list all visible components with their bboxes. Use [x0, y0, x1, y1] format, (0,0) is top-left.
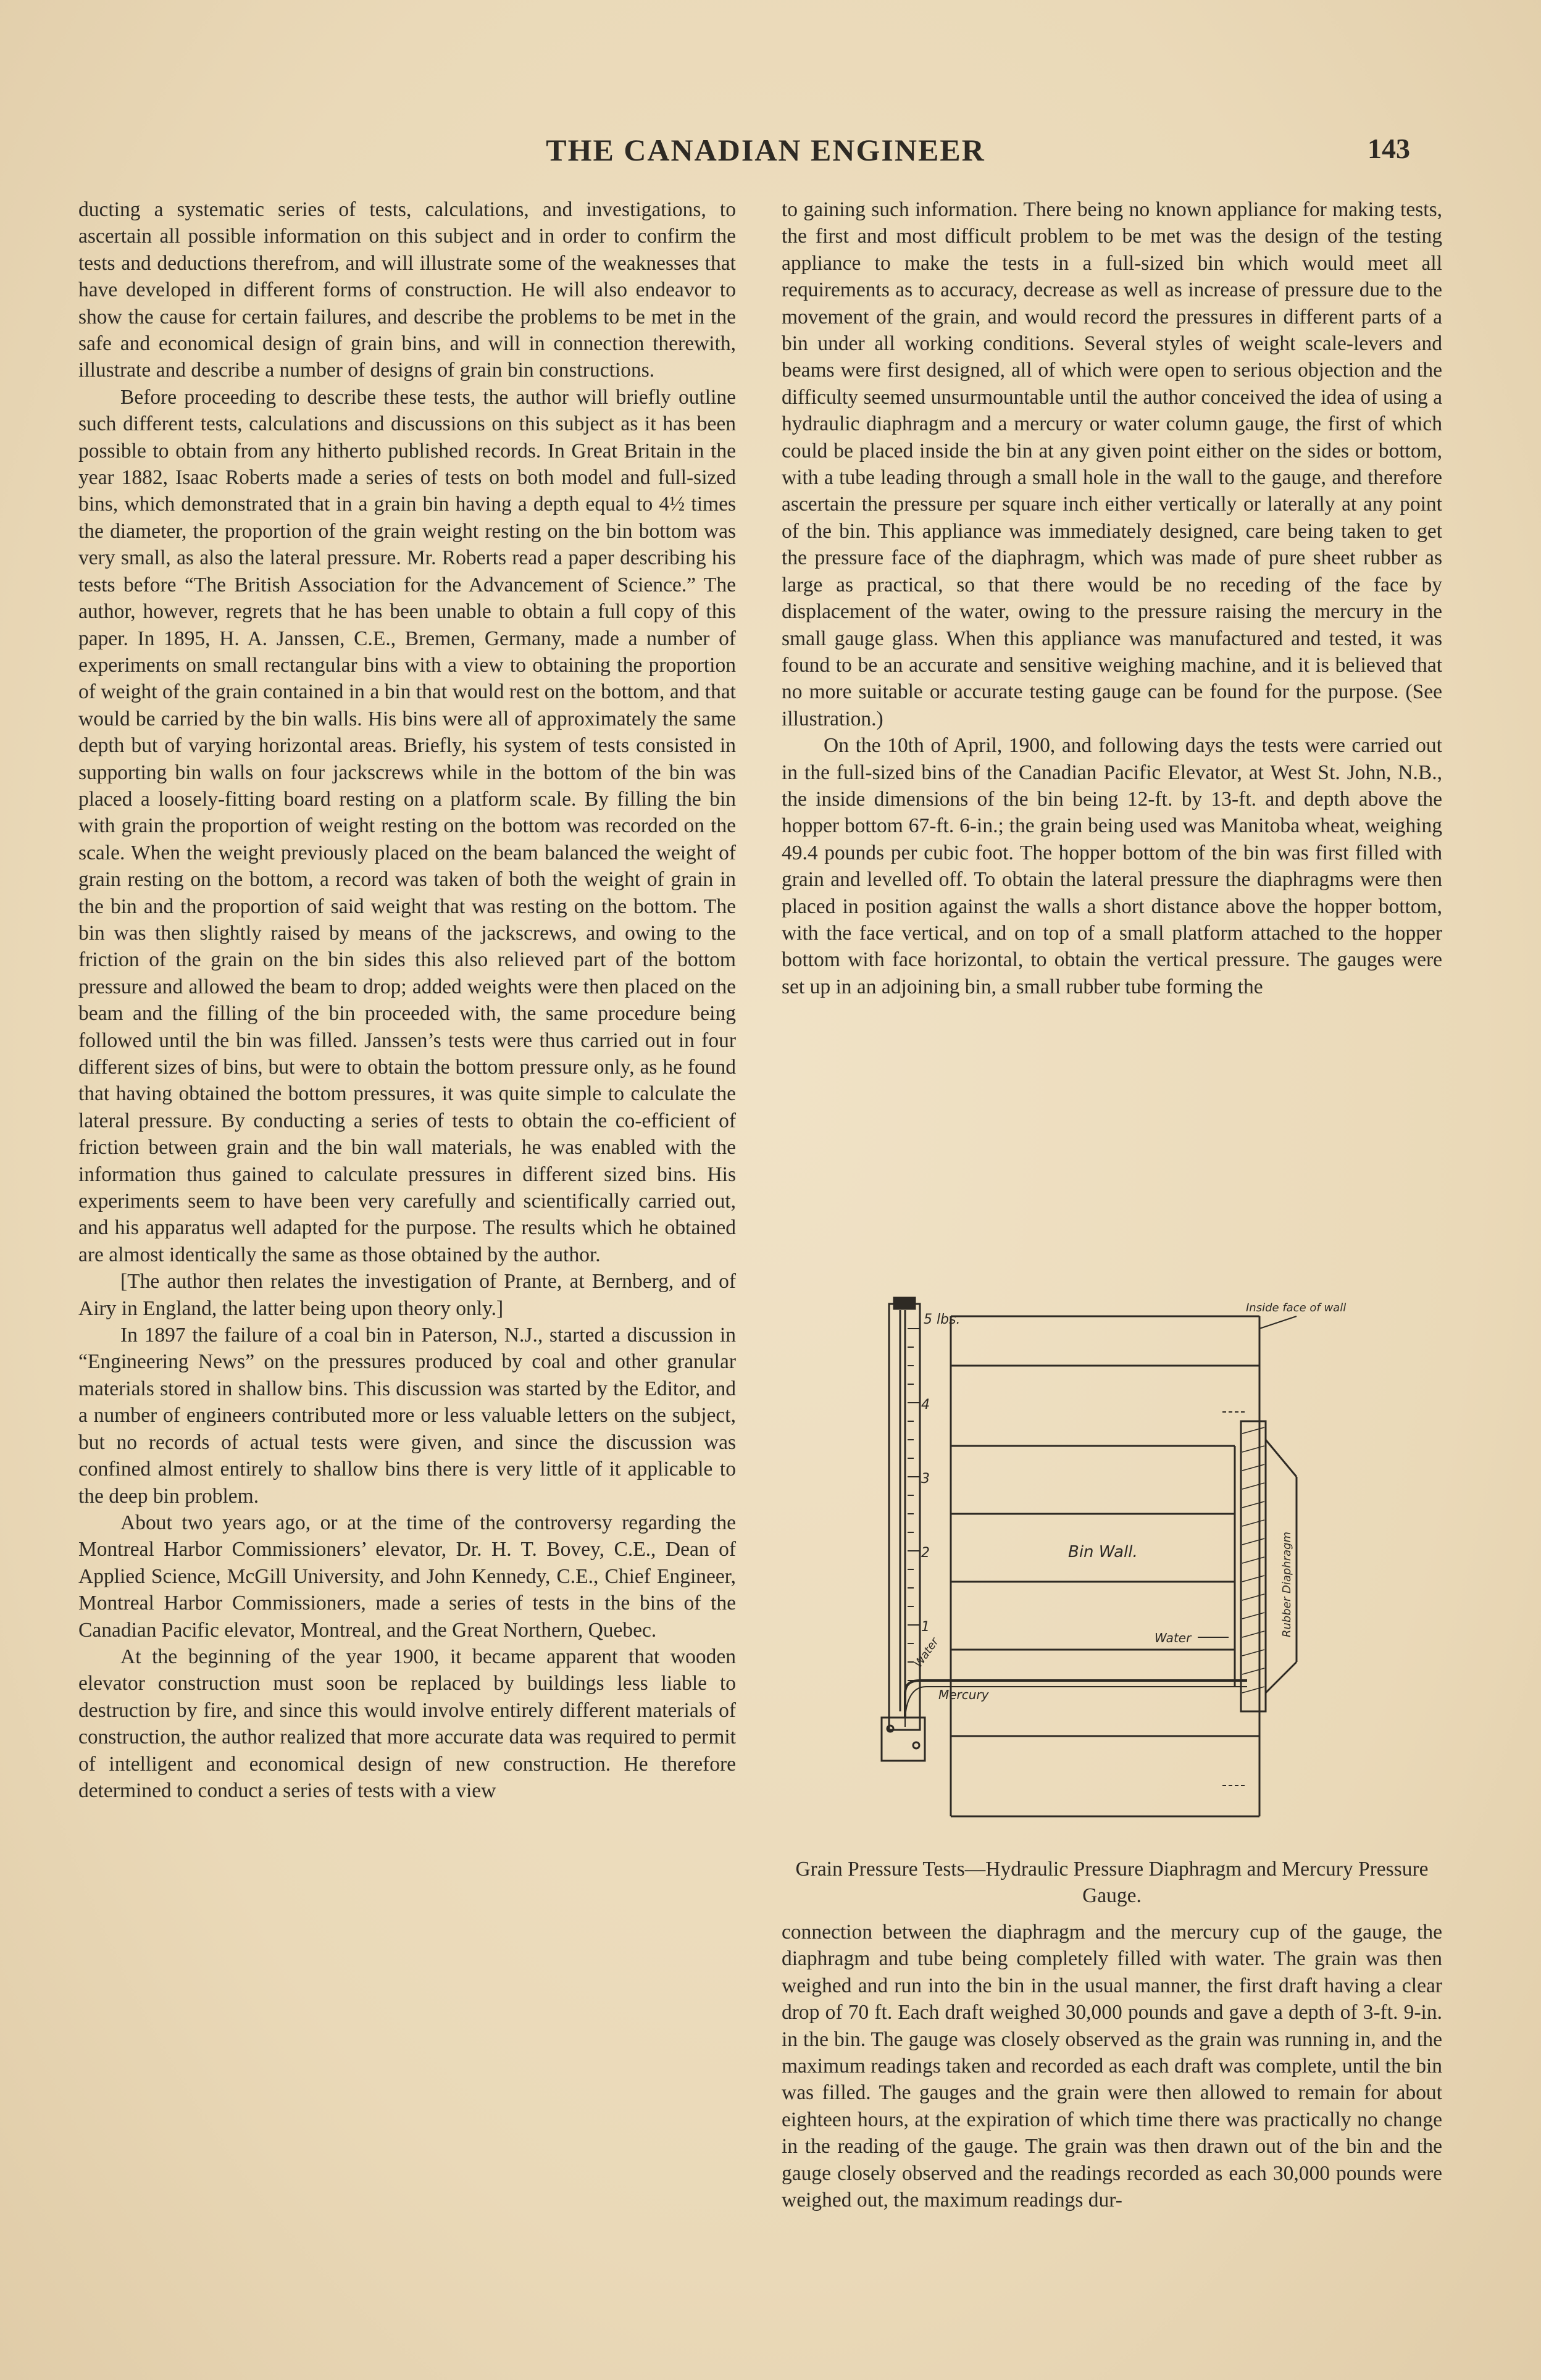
- paragraph: ducting a systematic series of tests, calculations, and investigations, to ascertain all possible information on this subject and in order to confirm the tests and deductions therefrom, and will illustrate some of the weaknesses that have developed in different forms of construction. He will also endeavor to show the cause for certain failures, and describe the problems to be met in the safe and economical design of grain bins, and will in connection therewith, illustrate and describe a number of designs of grain bin constructions.: [78, 198, 736, 382]
- diaphragm-hatching: [1242, 1427, 1264, 1693]
- page-header: [74, 128, 1457, 178]
- right-column-bottom: [782, 1919, 1442, 2213]
- gauge-cap: [894, 1298, 915, 1309]
- scale-label: 3: [921, 1471, 930, 1487]
- water-label: Water: [1155, 1631, 1192, 1645]
- scale-label: 2: [921, 1545, 930, 1561]
- scale-label: 1: [921, 1619, 930, 1635]
- gauge-diagram: [864, 1292, 1371, 1823]
- gauge-figure: [864, 1292, 1371, 1823]
- paragraph: In 1897 the failure of a coal bin in Paterson, N.J., started a discussion in “Engineering News” on the pressures produced by coal and other granular materials stored in shallow bins. This discussion was started by the Editor, and a number of engineers contributed more or less valuable letters on the subject, but no records of actual tests were given, and since the discussion was confined almost entirely to shallow bins there is very little of it applicable to the deep bin problem.: [78, 1324, 736, 1508]
- paragraph: connection between the diaphragm and the mercury cup of the gauge, the diaphragm and tube being completely filled with water. The grain was then weighed and run into the bin in the usual manner, the first draft having a clear drop of 70 ft. Each draft weighed 30,000 pounds and gave a depth of 3-ft. 9-in. in the bin. The gauge was closely observed as the grain was running in, and the maximum readings taken and recorded as each draft was complete, until the bin was filled. The gauges and the grain were then allowed to remain for about eighteen hours, at the expiration of which time there was practically no change in the reading of the gauge. The grain was then drawn out of the bin and the gauge closely observed and the readings recorded as each 30,000 pounds were weighed out, the maximum readings dur-: [782, 1921, 1442, 2212]
- paragraph: [The author then relates the investigation of Prante, at Bernberg, and of Airy in England, the latter being upon theory only.]: [78, 1270, 736, 1320]
- paragraph: to gaining such information. There being no known appliance for making tests, the first and most difficult problem to be met was the design of the testing appliance to make the tests in a full-sized bin which would meet all requirements as to accuracy, decrease as well as increase of pressure due to the movement of the grain, and would record the pressures in different parts of a bin under all working conditions. Several styles of weight scale-levers and beams were first designed, all of which were open to serious objection and the difficulty seemed unsurmountable until the author conceived the idea of using a hydraulic diaphragm and a mercury or water column gauge, the first of which could be placed inside the bin at any given point either on the sides or bottom, with a tube leading through a small hole in the wall to the gauge, and therefore ascertain the pressure per square inch either vertically or laterally at any point of the bin. This appliance was immediately designed, care being taken to get the pressure face of the diaphragm, which was made of pure sheet rubber as large as practical, so that there would be no receding of the face by displacement of the water, owing to the pressure raising the mercury in the small gauge glass. When this appliance was manufactured and tested, it was found to be an accurate and sensitive weighing machine, and it is believed that no more suitable or accurate testing gauge can be found for the purpose. (See illustration.): [782, 198, 1442, 730]
- page-number: 143: [1368, 133, 1410, 164]
- bin-wall-label: Bin Wall.: [1068, 1543, 1138, 1561]
- inside-face-label: Inside face of wall: [1246, 1301, 1347, 1314]
- scale-ticks: [908, 1329, 920, 1681]
- scale-unit-label: 5 lbs.: [924, 1312, 961, 1327]
- right-column-top: [782, 196, 1442, 1000]
- water-tube-label: Water: [911, 1635, 942, 1670]
- paragraph: Before proceeding to describe these tests, the author will briefly outline such different tests, calculations and discussions on this subject as it has been possible to obtain from any hitherto published records. In Great Britain in the year 1882, Isaac Roberts made a series of tests on both model and full-sized bins, which demonstrated that in a grain bin having a depth equal to 4½ times the diameter, the proportion of the grain weight resting on the bin bottom was very small, as also the lateral pressure. Mr. Roberts read a paper describing his tests before “The British Association for the Advancement of Science.” The author, however, regrets that he has been unable to obtain a full copy of this paper. In 1895, H. A. Janssen, C.E., Bremen, Germany, made a number of experiments on small rectangular bins with a view to obtaining the proportion of weight of the grain contained in a bin that would rest on the bottom, and that would be carried by the bin walls. His bins were all of approximately the same depth but of varying horizontal areas. Briefly, his system of tests consisted in supporting bin walls on four jackscrews while in the bottom of the bin was placed a loosely-fitting board resting on a platform scale. By filling the bin with grain the proportion of weight resting on the bottom was recorded on the scale. When the weight previously placed on the beam balanced the weight of grain resting on the bottom, a record was taken of both the weight of grain in the bin and the proportion of said weight that was resting on the bottom. The bin was then slightly raised by means of the jackscrews, and owing to the friction of the grain on the bin sides this also relieved part of the bottom pressure and allowed the beam to drop; added weights were then placed on the beam and the filling of the bin proceeded with, the same procedure being followed until the bin was filled. Janssen’s tests were thus carried out in four different sizes of bins, but were to obtain the bottom pressure only, as he found that having obtained the bottom pressures, it was quite simple to calculate the lateral pressure. By conducting a series of tests to obtain the co-efficient of friction between grain and the bin wall materials, he was enabled with the information thus gained to calculate pressures in different sized bins. His experiments seem to have been very carefully and scientifically carried out, and his apparatus well adapted for the purpose. The results which he obtained are almost identically the same as those obtained by the author.: [78, 385, 736, 1266]
- figure-caption: Grain Pressure Tests—Hydraulic Pressure Diaphragm and Mercury Pressure Gauge.: [795, 1858, 1429, 1907]
- scale-label: 4: [921, 1397, 930, 1413]
- paragraph: At the beginning of the year 1900, it became apparent that wooden elevator construction must soon be replaced by buildings less liable to destruction by fire, and since this would involve entirely different materials of construction, the author realized that more accurate data was required to permit of intelligent and economical design of new construction. He therefore determined to conduct a series of tests with a view: [78, 1645, 736, 1802]
- mercury-label: Mercury: [938, 1687, 989, 1702]
- left-column: [78, 196, 736, 1804]
- paragraph: On the 10th of April, 1900, and following days the tests were carried out in the full-sized bins of the Canadian Pacific Elevator, at West St. John, N.B., the inside dimensions of the bin being 12-ft. by 13-ft. and depth above the hopper bottom 67-ft. 6-in.; the grain being used was Manitoba wheat, weighing 49.4 pounds per cubic foot. The hopper bottom of the bin was first filled with grain and levelled off. To obtain the lateral pressure the diaphragms were then placed in position against the walls a short distance above the hopper bottom, with the face vertical, and on top of a small platform attached to the hopper bottom with face horizontal, to obtain the vertical pressure. The gauges were set up in an adjoining bin, a small rubber tube forming the: [782, 734, 1442, 998]
- diaphragm-label: Rubber Diaphragm: [1280, 1531, 1293, 1637]
- running-title: THE CANADIAN ENGINEER: [546, 133, 985, 167]
- paragraph: About two years ago, or at the time of the controversy regarding the Montreal Harbor Commissioners’ elevator, Dr. H. T. Bovey, C.E., Dean of Applied Science, McGill University, and John Kennedy, C.E., Chief Engineer, Montreal Harbor Commissioners, made a series of tests in the bins of the Canadian Pacific elevator, Montreal, and the Great Northern, Quebec.: [78, 1511, 736, 1642]
